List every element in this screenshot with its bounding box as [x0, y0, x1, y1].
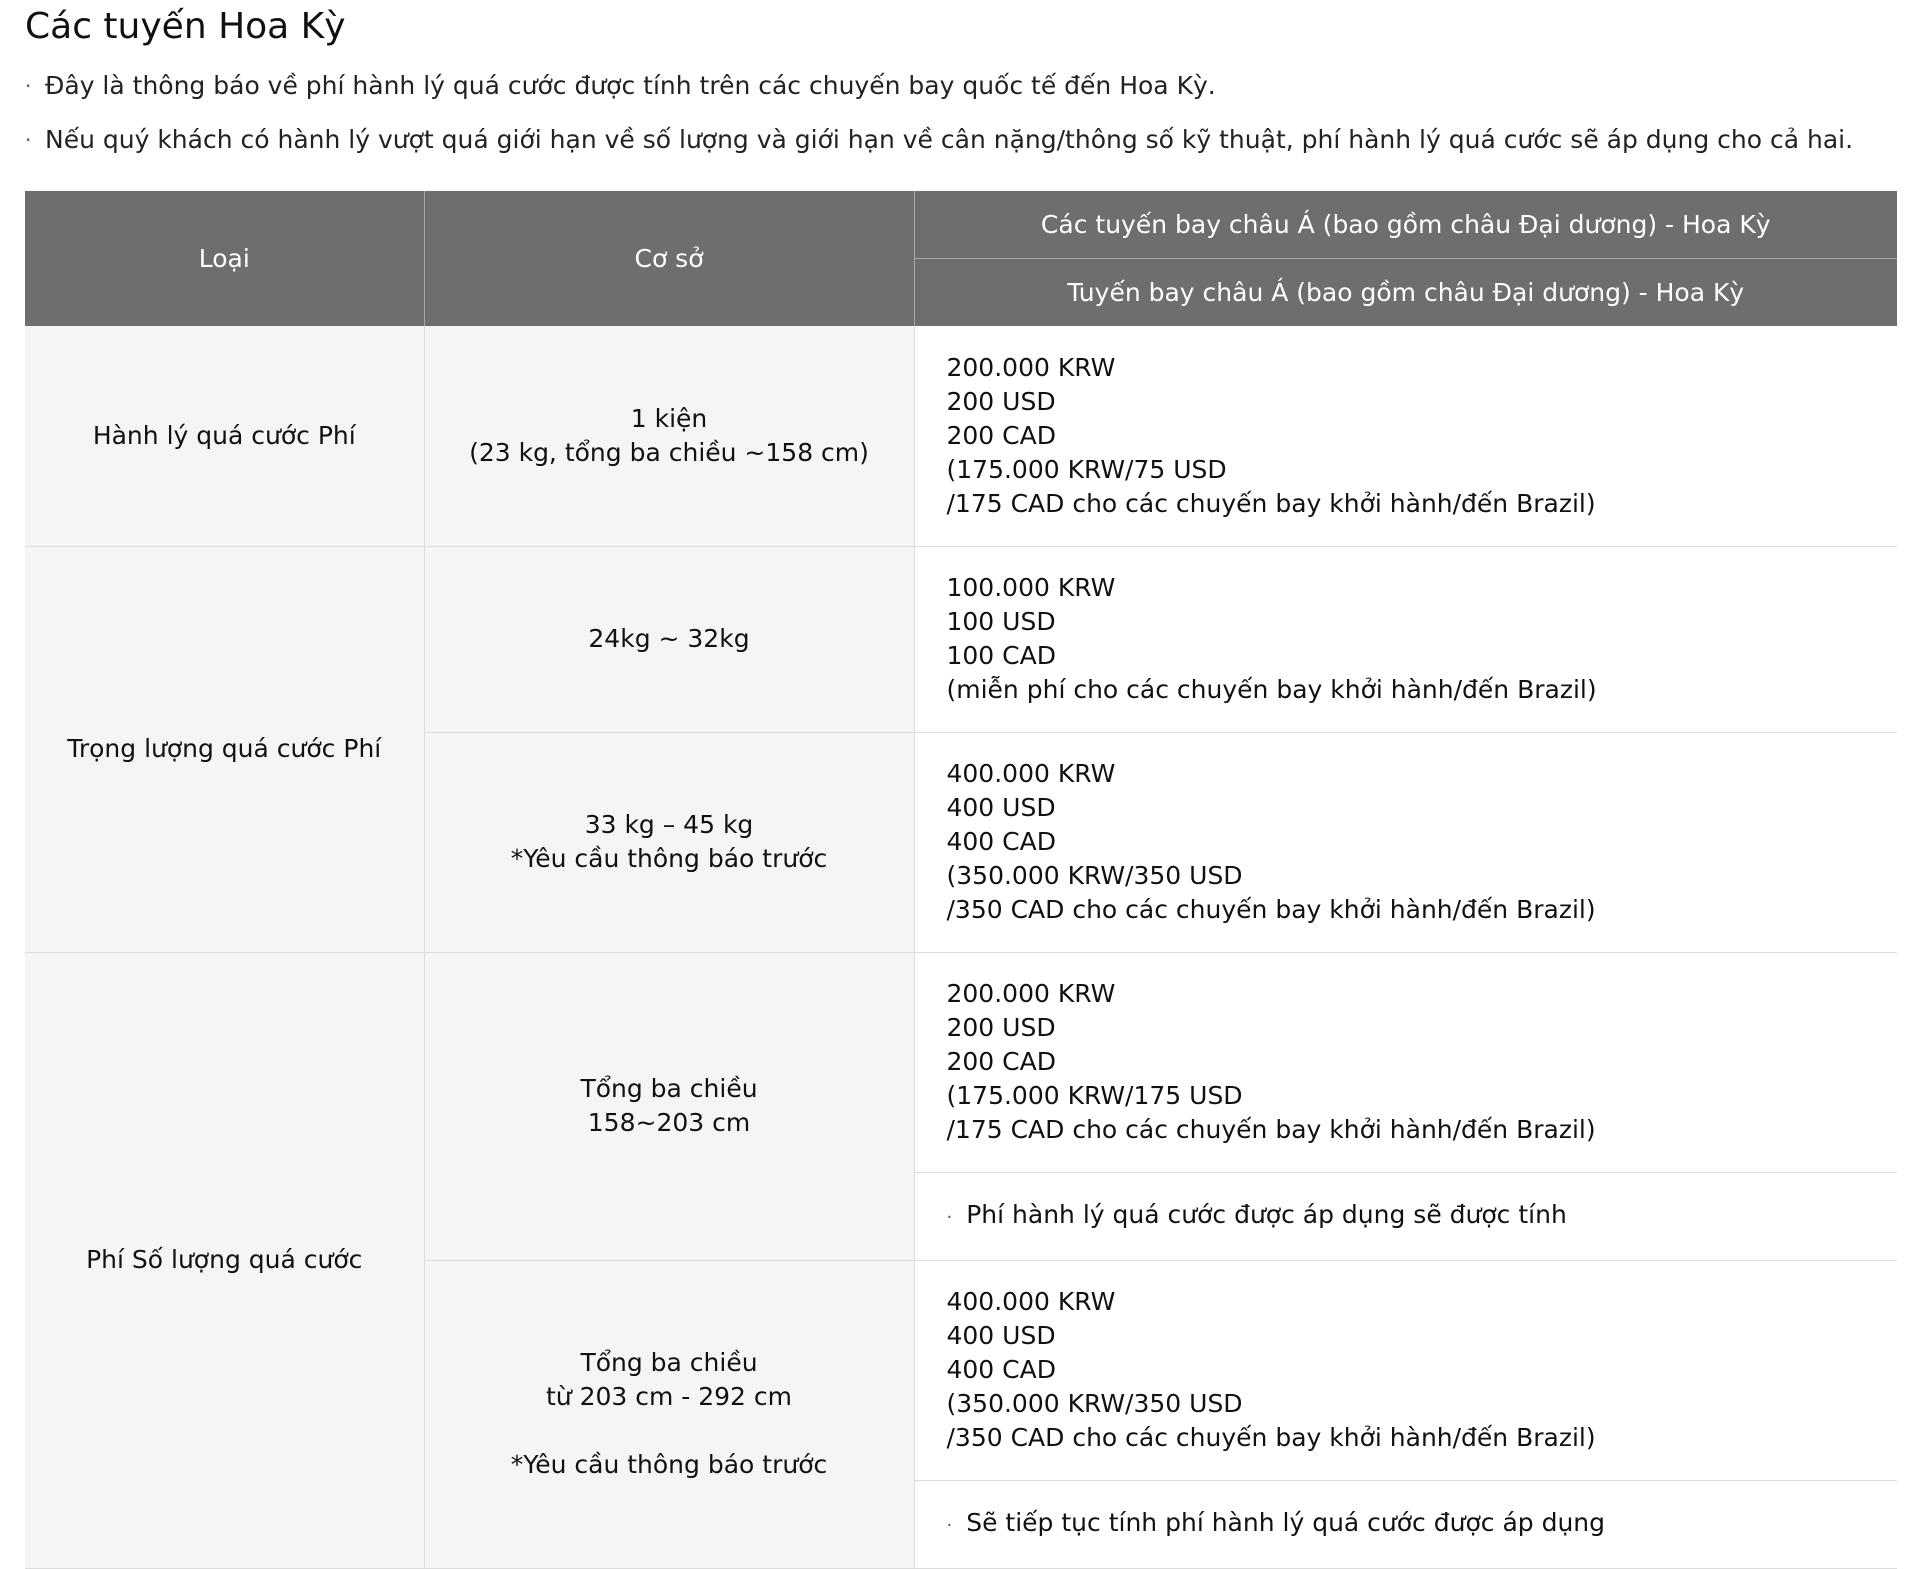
page-title: Các tuyến Hoa Kỳ [25, 6, 346, 47]
fee-line: 100 USD [946, 607, 1056, 636]
basis-line: 33 kg – 45 kg [584, 810, 754, 839]
fee-cell [914, 732, 1897, 952]
fee-cell [914, 326, 1897, 546]
fee-line: /350 CAD cho các chuyến bay khởi hành/đến Brazil) [946, 895, 1596, 924]
notice-text: Đây là thông báo về phí hành lý quá cước được tính trên các chuyến bay quốc tế đến Hoa Kỳ. [45, 71, 1216, 100]
fee-line: /175 CAD cho các chuyến bay khởi hành/đến Brazil) [946, 488, 1596, 518]
fee-line: (miễn phí cho các chuyến bay khởi hành/đến Brazil) [946, 675, 1597, 704]
basis-line: Tổng ba chiều [580, 1074, 758, 1103]
fee-line: /350 CAD cho các chuyến bay khởi hành/đến Brazil) [946, 1423, 1596, 1452]
fee-line: (175.000 KRW/175 USD [946, 1081, 1243, 1110]
fee-line: 100.000 KRW [946, 573, 1116, 602]
basis-line: 1 kiện [630, 403, 708, 433]
basis-line: (23 kg, tổng ba chiều ~158 cm) [469, 437, 869, 467]
fee-line: (350.000 KRW/350 USD [946, 861, 1243, 890]
basis-cell [424, 1260, 914, 1568]
basis-line: *Yêu cầu thông báo trước [510, 844, 828, 873]
header-basis: Cơ sở [424, 191, 914, 326]
fee-line: (175.000 KRW/75 USD [946, 454, 1227, 484]
table-row [25, 326, 1897, 546]
category-oversize: Phí Số lượng quá cước [25, 952, 424, 1568]
bullet-icon: · [25, 74, 32, 98]
basis-line: 24kg ~ 32kg [588, 624, 750, 653]
header-type: Loại [25, 191, 424, 326]
fee-line: /175 CAD cho các chuyến bay khởi hành/đến Brazil) [946, 1115, 1596, 1144]
basis-line: 158~203 cm [587, 1108, 751, 1137]
basis-cell [424, 732, 914, 952]
fee-line: 200.000 KRW [946, 979, 1116, 1008]
category-excess-piece: Hành lý quá cước Phí [25, 326, 424, 546]
fee-line: 400.000 KRW [946, 759, 1116, 788]
basis-cell [424, 952, 914, 1260]
fee-cell [914, 1260, 1897, 1480]
note-cell [914, 1480, 1897, 1568]
fee-line: 200 USD [946, 386, 1056, 416]
fee-line: 400 CAD [946, 1355, 1056, 1384]
table-row [25, 546, 1897, 732]
basis-line: Tổng ba chiều [580, 1348, 758, 1377]
fee-line: 200.000 KRW [946, 352, 1116, 382]
basis-cell [424, 546, 914, 732]
notice-item [25, 120, 1853, 174]
fee-line: 200 CAD [946, 1047, 1056, 1076]
fee-line: 400 USD [946, 1321, 1056, 1350]
fee-line: 200 USD [946, 1013, 1056, 1042]
bullet-icon: · [946, 1514, 953, 1536]
table-row [25, 952, 1897, 1172]
note-cell [914, 1172, 1897, 1260]
header-route-group: Các tuyến bay châu Á (bao gồm châu Đại dương) - Hoa Kỳ [914, 191, 1897, 259]
notice-item [25, 66, 1853, 120]
spacer [426, 1414, 913, 1448]
fee-line: 400.000 KRW [946, 1287, 1116, 1316]
excess-baggage-fee-table [25, 191, 1897, 1569]
notice-text: Nếu quý khách có hành lý vượt quá giới hạn về số lượng và giới hạn về cân nặng/thông số kỹ thuật, phí hành lý quá cước sẽ áp dụng cho cả hai. [45, 125, 1854, 154]
category-overweight: Trọng lượng quá cước Phí [25, 546, 424, 952]
bullet-icon: · [25, 128, 32, 152]
bullet-icon: · [946, 1206, 953, 1228]
table-header-row [25, 191, 1897, 259]
basis-line: từ 203 cm - 292 cm [545, 1382, 793, 1411]
basis-line: *Yêu cầu thông báo trước [510, 1450, 828, 1479]
note-text: Sẽ tiếp tục tính phí hành lý quá cước được áp dụng [966, 1507, 1606, 1537]
basis-cell [424, 326, 914, 546]
fee-cell [914, 546, 1897, 732]
fee-cell [914, 952, 1897, 1172]
note-text: Phí hành lý quá cước được áp dụng sẽ được tính [966, 1199, 1567, 1229]
fee-line: 200 CAD [946, 420, 1056, 450]
fee-line: 400 USD [946, 793, 1056, 822]
fee-line: 400 CAD [946, 827, 1056, 856]
fee-line: (350.000 KRW/350 USD [946, 1389, 1243, 1418]
fee-line: 100 CAD [946, 641, 1056, 670]
notice-list [25, 66, 1853, 174]
header-route: Tuyến bay châu Á (bao gồm châu Đại dương) - Hoa Kỳ [914, 259, 1897, 327]
